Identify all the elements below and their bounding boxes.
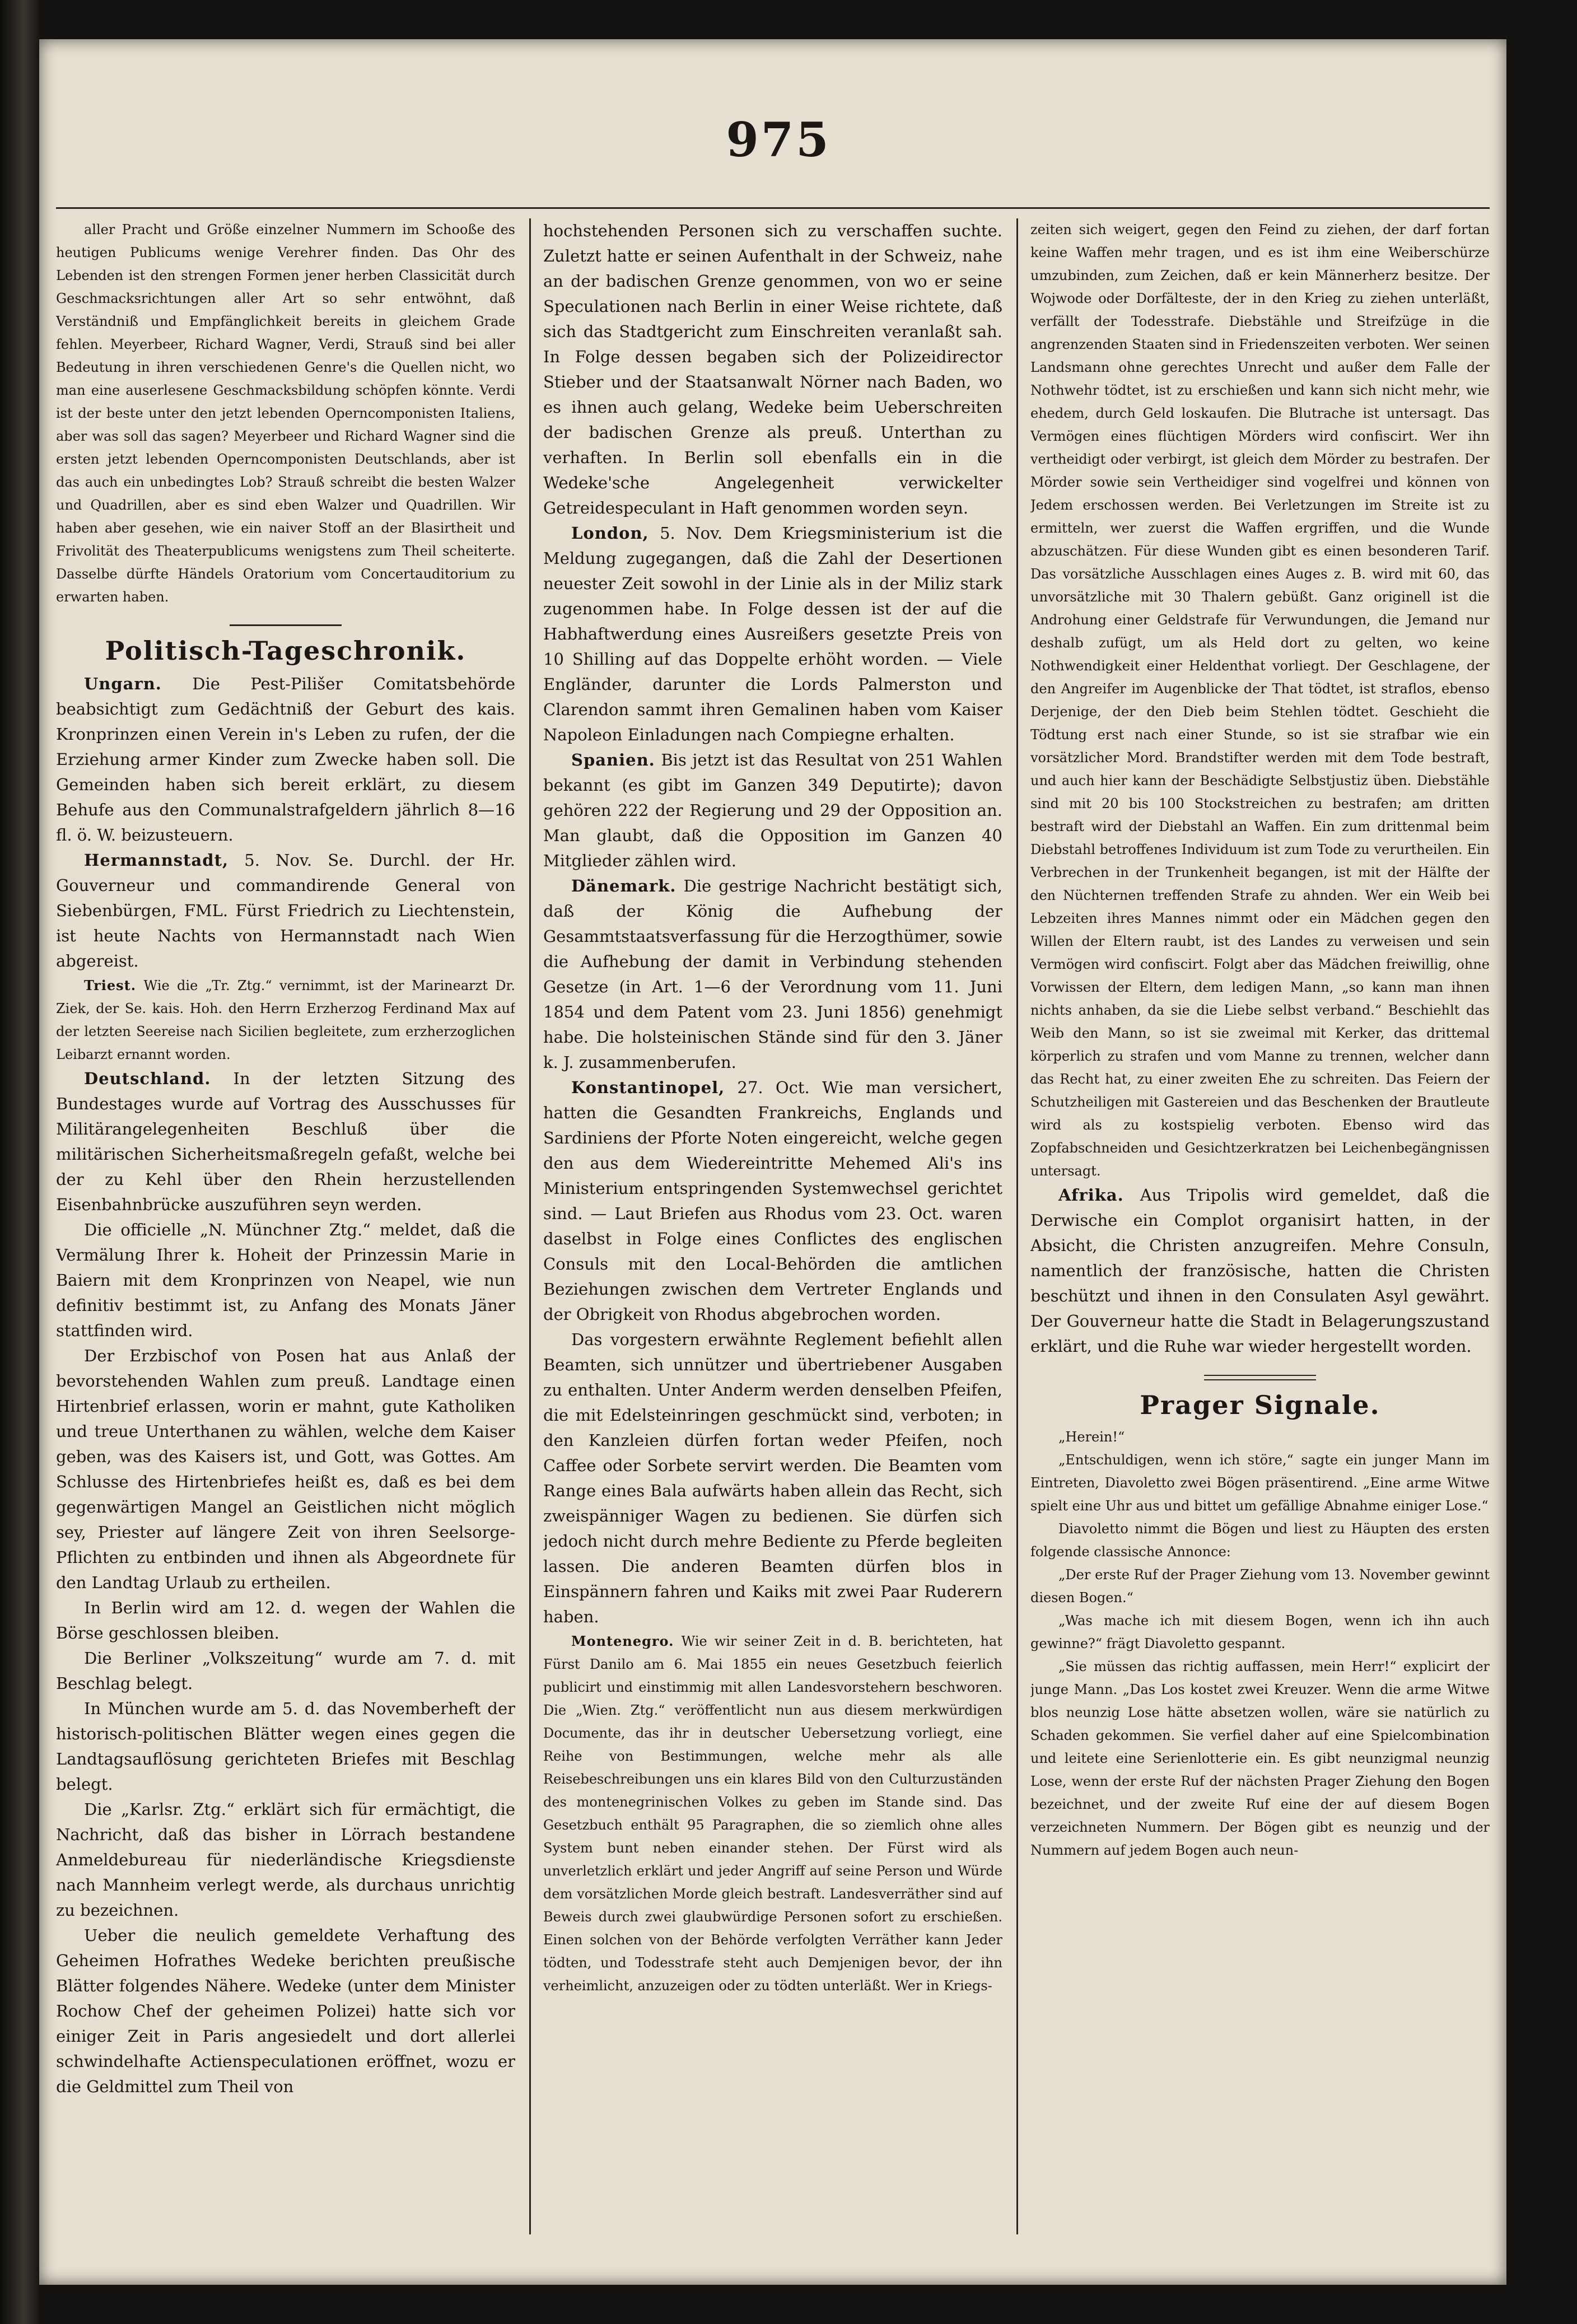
article-paragraph <box>56 848 515 974</box>
paragraph-text: In Berlin wird am 12. d. wegen der Wahlen die Börse geschlossen bleiben. <box>56 1598 515 1642</box>
article-paragraph <box>1030 1518 1490 1564</box>
column-1 <box>56 218 515 2268</box>
paragraph-text: zeiten sich weigert, gegen den Feind zu ziehen, der darf fortan keine Waffen mehr tragen, und es ist ihm eine Weiberschürze umzubinden, zum Zeichen, daß er kein Männerherz besitze. Der Wojwode oder Dorfälteste, der in den Krieg zu ziehen unterläßt, verfällt der Todesstrafe. Diebstähle und Streifzüge in die angrenzenden Staaten sind in Friedenszeiten verboten. Wer seinen Landsmann ohne gerechtes Unrecht und außer dem Falle der Nothwehr tödtet, ist zu erschießen und kann sich nicht mehr, wie ehedem, durch Geld loskaufen. Die Blutrache ist untersagt. Das Vermögen eines flüchtigen Mörders wird confiscirt. Wer ihn vertheidigt oder verbirgt, ist gleich dem Mörder zu bestrafen. Der Mörder sowie sein Vertheidiger sind vogelfrei und können von Jedem erschossen werden. Bei Verletzungen im Streite ist zu ermitteln, wer zuerst die Waffen ergriffen, und die Wunde abzuschätzen. Für diese Wunden gibt es einen besonderen Tarif. Das vorsätzliche Ausschlagen eines Auges z. B. wird mit 60, das unvorsätzliche mit 30 Thalern gebüßt. Ganz originell ist die Androhung einer Geldstrafe für Verwundungen, die Jemand nur deshalb zufügt, um als Held dort zu gelten, wo keine Nothwendigkeit einer Heldenthat vorliegt. Der Geschlagene, der den Angreifer im Augenblicke der That tödtet, ist straflos, ebenso Derjenige, der den Dieb beim Stehlen tödtet. Geschieht die Tödtung erst nach einer Stunde, so ist sie strafbar wie ein vorsätzlicher Mord. Brandstifter werden mit dem Tode bestraft, und auch hier kann der Beschädigte Selbstjustiz üben. Diebstähle sind mit 20 bis 100 Stockstreichen zu bestrafen; am dritten bestraft wird der Diebstahl an Waffen. Ein zum drittenmal beim Diebstahl betroffenes Individuum ist zum Tode zu verurtheilen. Ein Verbrechen in der Trunkenheit begangen, ist mit der Hälfte der den Nüchternen treffenden Strafe zu ahnden. Wer ein Weib bei Lebzeiten ihres Mannes nimmt oder ein Mädchen gegen den Willen der Eltern raubt, ist des Landes zu verweisen und sein Vermögen wird confiscirt. Folgt aber das Mädchen freiwillig, ohne Vorwissen der Eltern, dem ledigen Mann, „so kann man ihnen nichts anhaben, da sie die Liebe selbst verband.“ Beschiehlt das Weib den Mann, so ist sie zweimal mit Kerker, das drittemal körperlich zu strafen und vom Manne zu trennen, welcher dann das Recht hat, zu einer zweiten Ehe zu schreiten. Das Feiern der Schutzheiligen mit Gastereien und das Beschenken der Brautleute wird als zu kostspielig verboten. Ebenso wird das Zopfabschneiden und Gesichtzerkratzen bei Leichenbegängnissen untersagt. <box>1030 222 1490 1179</box>
paragraph-text: Die „Karlsr. Ztg.“ erklärt sich für ermächtigt, die Nachricht, daß das bisher in Lörrach bestandene Anmeldebureau für niederländische Kriegsdienste nach Mannheim verlegt werde, als durchaus unrichtig zu bezeichnen. <box>56 1800 515 1920</box>
paragraph-text: Bis jetzt ist das Resultat von 251 Wahlen bekannt (es gibt im Ganzen 349 Deputirte); davon gehören 222 der Regierung und 29 der Opposition an. Man glaubt, daß die Opposition im Ganzen 40 Mitglieder zählen wird. <box>543 750 1002 870</box>
dateline: Dänemark. <box>571 876 676 895</box>
article-paragraph <box>56 1066 515 1217</box>
paragraph-text: „Entschuldigen, wenn ich störe,“ sagte ein junger Mann im Eintreten, Diavoletto zwei Bögen präsentirend. „Eine arme Witwe spielt eine Uhr aus und bittet um gefällige Abnahme einiger Lose.“ <box>1030 1452 1490 1514</box>
dateline: London, <box>571 524 649 543</box>
paragraph-text: aller Pracht und Größe einzelner Nummern im Schooße des heutigen Publicums wenige Verehrer finden. Das Ohr des Lebenden ist den strengen Formen jener herben Classicität durch Geschmacksrichtungen aller Art so sehr entwöhnt, daß Verständniß und Empfänglichkeit bereits in gleichem Grade fehlen. Meyerbeer, Richard Wagner, Verdi, Strauß sind bei aller Bedeutung in ihren verschiedenen Genre's die Quellen nicht, wo man eine auserlesene Geschmacksbildung schöpfen könnte. Verdi ist der beste unter den jetzt lebenden Operncomponisten Italiens, aber was soll das sagen? Meyerbeer und Richard Wagner sind die ersten jetzt lebenden Operncomponisten Deutschlands, aber ist das auch ein unbedingtes Lob? Strauß schreibt die besten Walzer und Quadrillen, aber es sind eben Walzer und Quadrillen. Wir haben aber gesehen, wie ein naiver Stoff an der Blasirtheit und Frivolität des Theaterpublicums wenigstens zum Theil scheiterte. Dasselbe dürfte Händels Oratorium vom Concertauditorium zu erwarten haben. <box>56 222 515 605</box>
paragraph-text: hochstehenden Personen sich zu verschaffen suchte. Zuletzt hatte er seinen Aufenthalt in der Schweiz, nahe an der badischen Grenze genommen, von wo er seine Speculationen nach Berlin in einer Weise richtete, daß sich das Stadtgericht zum Einschreiten veranlaßt sah. In Folge dessen begaben sich der Polizeidirector Stieber und der Staatsanwalt Nörner nach Baden, wo es ihnen auch gelang, Wedeke beim Ueberschreiten der badischen Grenze als preuß. Unterthan zu verhaften. In Berlin soll ebenfalls ein in die Wedeke'sche Angelegenheit verwickelter Getreidespeculant in Haft genommen worden seyn. <box>543 221 1002 517</box>
paragraph-text: Der Erzbischof von Posen hat aus Anlaß der bevorstehenden Wahlen zum preuß. Landtage einen Hirtenbrief erlassen, worin er mahnt, gute Katholiken und treue Unterthanen zu wählen, welche dem Kaiser geben, was des Kaisers ist, und Gott, was Gottes. Am Schlusse des Hirtenbriefes heißt es, daß es bei dem gegenwärtigen Mangel an Geistlichen nicht möglich sey, Priester auf längere Zeit von ihren Seelsorge-Pflichten zu entbinden und ihnen als Abgeordnete für den Landtag Urlaub zu ertheilen. <box>56 1346 515 1592</box>
article-paragraph <box>56 218 515 609</box>
paragraph-text: Die gestrige Nachricht bestätigt sich, daß der König die Aufhebung der Gesammtstaatsverfassung für die Herzogthümer, sowie die Aufhebung der damit in Verbindung stehenden Gesetze (in Art. 1—6 der Verordnung vom 11. Juni 1854 und dem Patent vom 23. Juni 1856) genehmigt habe. Die holsteinischen Stände sind für den 3. Jäner k. J. zusammenberufen. <box>543 876 1002 1072</box>
paragraph-text: 5. Nov. Dem Kriegsministerium ist die Meldung zugegangen, daß die Zahl der Desertionen neuester Zeit sowohl in der Linie als in der Miliz stark zugenommen habe. In Folge dessen ist der auf die Habhaftwerdung eines Ausreißers gesetzte Preis von 10 Shilling auf das Doppelte erhöht worden. — Viele Engländer, darunter die Lords Palmerston und Clarendon sammt ihren Gemalinen haben vom Kaiser Napoleon Einladungen nach Compiegne erhalten. <box>543 524 1002 744</box>
paragraph-text: „Was mache ich mit diesem Bogen, wenn ich ihn auch gewinne?“ frägt Diavoletto gespannt. <box>1030 1613 1490 1651</box>
paragraph-text: Die officielle „N. Münchner Ztg.“ meldet, daß die Vermälung Ihrer k. Hoheit der Prinzessin Marie in Baiern mit dem Kronprinzen von Neapel, wie nun definitiv bestimmt ist, zu Anfang des Monats Jäner stattfinden wird. <box>56 1220 515 1340</box>
column-divider <box>529 218 531 2234</box>
paragraph-text: 5. Nov. Se. Durchl. der Hr. Gouverneur und commandirende General von Siebenbürgen, FML. Fürst Friedrich zu Liechtenstein, ist heute Nachts von Hermannstadt nach Wien abgereist. <box>56 851 515 970</box>
paragraph-text: Wie wir seiner Zeit in d. B. berichteten, hat Fürst Danilo am 6. Mai 1855 ein neues Gesetzbuch feierlich publicirt und einstimmig mit allen Landesvorstehern beschworen. Die „Wien. Ztg.“ veröffentlicht nun aus diesem merkwürdigen Documente, das ihr in deutscher Uebersetzung vorliegt, eine Reihe von Bestimmungen, welche mehr als alle Reisebeschreibungen uns ein klares Bild von den Culturzuständen des montenegrinischen Volkes zu geben im Stande sind. Das Gesetzbuch enthält 95 Paragraphen, die so ziemlich ohne alles System bunt neben einander stehen. Der Fürst wird als unverletzlich erklärt und jeder Angriff auf seine Person und Würde dem vorsätzlichen Morde gleich bestraft. Landesverräther sind auf Beweis durch zwei glaubwürdige Personen sofort zu erschießen. Einen solchen von der Behörde verfolgten Verräther kann Jeder tödten, und Todesstrafe steht auch Demjenigen bevor, der ihn verheimlicht, anzuzeigen oder zu tödten unterläßt. Wer in Kriegs- <box>543 1634 1002 1994</box>
article-paragraph <box>1030 1609 1490 1655</box>
article-paragraph <box>1030 1655 1490 1862</box>
dateline: Triest. <box>84 977 137 993</box>
paragraph-text: Aus Tripolis wird gemeldet, daß die Derwische ein Complot organisirt hatten, in der Absicht, die Christen anzugreifen. Mehre Consuln, namentlich der französische, hatten die Christen beschützt und ihnen in den Consulaten Asyl gewährt. Der Gouverneur hatte die Stadt in Belagerungszustand erklärt, und die Ruhe war wieder hergestellt worden. <box>1030 1186 1490 1356</box>
article-paragraph <box>1030 1426 1490 1449</box>
article-paragraph <box>56 1696 515 1797</box>
article-paragraph <box>56 671 515 848</box>
article-paragraph <box>543 874 1002 1075</box>
paragraph-text: Wie die „Tr. Ztg.“ vernimmt, ist der Marinearzt Dr. Ziek, der Se. kais. Hoh. den Herrn Erzherzog Ferdinand Max auf der letzten Seereise nach Sicilien begleitete, zum erzherzoglichen Leibarzt ernannt worden. <box>56 978 515 1062</box>
dateline: Konstantinopel, <box>571 1078 725 1097</box>
article-paragraph <box>543 1327 1002 1630</box>
dateline: Spanien. <box>571 750 655 769</box>
article-paragraph <box>56 1923 515 2099</box>
column-divider <box>1016 218 1018 2234</box>
article-paragraph <box>543 748 1002 874</box>
article-paragraph <box>543 218 1002 521</box>
dateline: Ungarn. <box>84 674 162 693</box>
article-paragraph <box>543 1075 1002 1327</box>
paragraph-text: „Sie müssen das richtig auffassen, mein Herr!“ explicirt der junge Mann. „Das Los kostet zwei Kreuzer. Wenn die arme Witwe blos neunzig Lose hätte absetzen wollen, wäre sie natürlich zu Schaden gekommen. Sie verfiel daher auf eine Spielcombination und leitete eine Serienlotterie ein. Es gibt neunzigmal neunzig Lose, wenn der erste Ruf der nächsten Prager Ziehung den Bogen bezeichnet, und der zweite Ruf eine der auf diesem Bogen verzeichneten Nummern. Der Bögen gibt es neunzig und der Nummern auf jedem Bogen auch neun- <box>1030 1659 1490 1858</box>
page-number: 975 <box>726 112 831 167</box>
dateline: Afrika. <box>1058 1186 1124 1205</box>
dateline: Montenegro. <box>571 1633 674 1649</box>
article-paragraph <box>56 974 515 1066</box>
article-paragraph <box>1030 218 1490 1183</box>
section-title: Prager Signale. <box>1140 1390 1380 1420</box>
article-paragraph <box>56 1217 515 1343</box>
paragraph-text: 27. Oct. Wie man versichert, hatten die Gesandten Frankreichs, Englands und Sardiniens der Pforte Noten eingereicht, welche gegen den aus dem Wiedereintritte Mehemed Ali's ins Ministerium entspringenden Systemwechsel gerichtet sind. — Laut Briefen aus Rhodus vom 23. Oct. waren daselbst in Folge eines Conflictes des englischen Consuls mit den Local-Behörden die amtlichen Beziehungen zwischen dem Vertreter Englands und der Obrigkeit von Rhodus abgebrochen worden. <box>543 1078 1002 1324</box>
paragraph-text: „Der erste Ruf der Prager Ziehung vom 13. November gewinnt diesen Bogen.“ <box>1030 1567 1490 1606</box>
section-divider <box>230 624 342 626</box>
paragraph-text: Das vorgestern erwähnte Reglement befiehlt allen Beamten, sich unnützer und übertriebener Ausgaben zu enthalten. Unter Anderm werden denselben Pfeifen, die mit Edelsteinringen geschmückt sind, verboten; in den Kanzleien dürfen fortan weder Pfeifen, noch Caffee oder Sorbete servirt werden. Die Beamten vom Range eines Bala aufwärts haben allein das Recht, sich zweispänniger Wagen zu bedienen. Sie dürfen sich jedoch nicht durch mehre Bediente zu Pferde begleiten lassen. Die anderen Beamten dürfen blos in Einspännern fahren und Kaiks mit zwei Paar Ruderern haben. <box>543 1330 1002 1626</box>
section-title: Politisch-Tageschronik. <box>105 636 466 666</box>
scan-edge <box>0 0 39 2324</box>
paragraph-text: Diavoletto nimmt die Bögen und liest zu Häupten des ersten folgende classische Annonce: <box>1030 1521 1490 1560</box>
dateline: Deutschland. <box>84 1069 211 1088</box>
article-paragraph <box>56 1797 515 1923</box>
article-paragraph <box>1030 1449 1490 1518</box>
paragraph-text: Die Berliner „Volkszeitung“ wurde am 7. d. mit Beschlag belegt. <box>56 1649 515 1693</box>
paragraph-text: In der letzten Sitzung des Bundestages wurde auf Vortrag des Ausschusses für Militärangelegenheiten Beschluß über die militärischen Sicherheitsmaßregeln gefaßt, welche bei der zu Kehl über den Rhein herzustellenden Eisenbahnbrücke auszuführen seyn werden. <box>56 1069 515 1214</box>
paragraph-text: Die Pest-Pilišer Comitatsbehörde beabsichtigt zum Gedächtniß der Geburt des kais. Kronprinzen einen Verein in's Leben zu rufen, der die Erziehung armer Kinder zum Zwecke haben soll. Die Gemeinden haben sich bereit erklärt, zu diesem Behufe aus den Communalstrafgeldern jährlich 8—16 fl. ö. W. beizusteuern. <box>56 674 515 844</box>
paragraph-text: In München wurde am 5. d. das Novemberheft der historisch-politischen Blätter wegen eines gegen die Landtagsauflösung gerichteten Briefes mit Beschlag belegt. <box>56 1699 515 1794</box>
header-rule <box>56 207 1490 209</box>
article-paragraph <box>1030 1564 1490 1609</box>
article-paragraph <box>543 1630 1002 1998</box>
paragraph-text: Ueber die neulich gemeldete Verhaftung des Geheimen Hofrathes Wedeke berichten preußische Blätter folgendes Nähere. Wedeke (unter dem Minister Rochow Chef der geheimen Polizei) hatte sich vor einiger Zeit in Paris angesiedelt und dort allerlei schwindelhafte Actienspeculationen eröffnet, wozu er die Geldmittel zum Theil von <box>56 1926 515 2096</box>
column-2 <box>543 218 1002 2268</box>
article-paragraph <box>56 1646 515 1696</box>
article-paragraph <box>56 1595 515 1646</box>
newspaper-page <box>39 39 1506 2285</box>
article-paragraph <box>56 1343 515 1595</box>
section-divider <box>1204 1375 1316 1380</box>
article-paragraph <box>1030 1183 1490 1359</box>
article-paragraph <box>543 521 1002 748</box>
paragraph-text: „Herein!“ <box>1058 1429 1125 1445</box>
dateline: Hermannstadt, <box>84 851 229 870</box>
column-3 <box>1030 218 1490 2268</box>
